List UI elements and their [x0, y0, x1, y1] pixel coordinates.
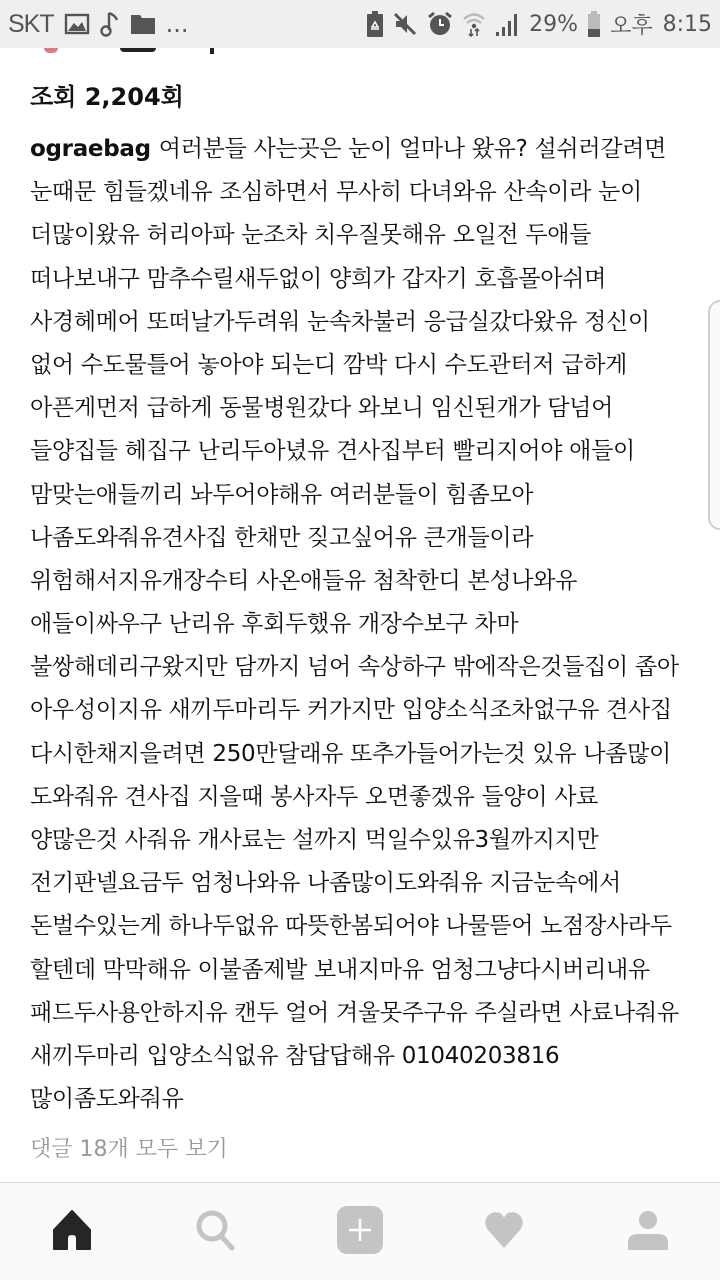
caption-line: ograebag 여러분들 사는곳은 눈이 얼마나 왔유? 설쉬러갈려면: [30, 136, 667, 162]
caption-line: 아우성이지유 새끼두마리두 커가지만 입양소식조차없구유 견사집: [30, 697, 672, 724]
caption-line: 애들이싸우구 난리유 후회두했유 개장수보구 차마: [30, 611, 519, 638]
nav-activity[interactable]: [464, 1192, 544, 1272]
caption-line: 맘맞는애들끼리 놔두어야해유 여러분들이 힘좀모아: [30, 481, 534, 508]
caption-line: 떠나보내구 맘추수릴새두없이 양희가 갑자기 호흡몰아쉬며: [30, 265, 606, 292]
battery-icon: [588, 11, 600, 37]
nav-profile[interactable]: [608, 1192, 688, 1272]
nav-home[interactable]: [32, 1192, 112, 1272]
view-count: 조회 2,204회: [30, 83, 184, 111]
bottom-nav: [0, 1182, 720, 1280]
caption-line: 눈때문 힘들겠네유 조심하면서 무사히 다녀와유 산속이라 눈이: [30, 179, 642, 206]
view-all-comments-link[interactable]: 댓글 18개 모두 보기: [30, 1137, 228, 1162]
heart-icon: [482, 1208, 526, 1256]
caption-line: 할텐데 막막해유 이불좀제발 보내지마유 엄청그냥다시버리내유: [30, 956, 650, 983]
caption-username[interactable]: ograebag: [30, 136, 151, 162]
folder-icon: [130, 12, 156, 36]
image-icon: [64, 12, 90, 36]
music-note-icon: [100, 10, 120, 38]
caption-line: 패드두사용안하지유 캔두 얼어 겨울못주구유 주실라면 사료나줘유: [30, 999, 679, 1026]
nav-search[interactable]: [176, 1192, 256, 1272]
caption-line: 없어 수도물틀어 놓아야 되는디 깜박 다시 수도관터저 급하게: [30, 351, 628, 378]
caption-line: 위험해서지유개장수티 사온애들유 첨착한디 본성나와유: [30, 567, 578, 594]
caption-line: 아픈게먼저 급하게 동물병원갔다 와보니 임신된개가 담넘어: [30, 395, 614, 422]
caption-line: 양많은것 사줘유 개사료는 설까지 먹일수있유3월까지지만: [30, 827, 599, 853]
post-author-name[interactable]: [120, 48, 156, 52]
battery-saver-icon: [367, 11, 383, 37]
wifi-icon: [463, 11, 485, 37]
more-notifications: ...: [165, 10, 189, 38]
caption-line: 도와줘유 견사집 지을때 봉사자두 오면좋겠유 들양이 사료: [30, 783, 599, 810]
edge-panel-handle[interactable]: [708, 300, 720, 530]
caption-line: 사경헤메어 또떠날가두려워 눈속차불러 응급실갔다왔유 정신이: [30, 308, 650, 335]
post-content: [30, 60, 700, 1121]
caption-line: 더많이왔유 허리아파 눈조차 치우질못해유 오일전 두애들: [30, 222, 592, 249]
caption-line: 많이좀도와줘유: [30, 1086, 184, 1113]
carrier-label: SKT: [8, 9, 54, 38]
signal-icon: [495, 11, 519, 37]
caption-line: 다시한채지을려면 250만달래유 또추가들어가는것 있유 나좀많이: [30, 740, 671, 767]
battery-percent: 29%: [529, 11, 579, 37]
caption-line: 전기판넬요금두 엄청나와유 나좀많이도와줘유 지금눈속에서: [30, 870, 621, 897]
ampm-label: 오후: [610, 13, 653, 39]
clock: 8:15: [662, 11, 712, 37]
status-bar-left: [8, 10, 189, 39]
nav-add-post[interactable]: [320, 1192, 400, 1272]
post-header-remnant: [0, 48, 720, 60]
status-bar-right: [367, 9, 712, 40]
profile-icon: [626, 1208, 670, 1256]
avatar[interactable]: [44, 48, 58, 53]
caption-line: 불쌍해데리구왔지만 담까지 넘어 속상하구 밖에작은것들집이 좁아: [30, 654, 679, 681]
add-post-icon: [336, 1205, 384, 1259]
status-bar: [0, 0, 720, 48]
more-options-icon[interactable]: [210, 48, 214, 54]
caption-line: 돈벌수있는게 하나두없유 따뜻한봄되어야 나물뜯어 노점장사라두: [30, 913, 672, 940]
post-caption: [30, 128, 700, 1121]
caption-line: 나좀도와줘유견사집 한채만 짖고싶어유 큰개들이라: [30, 524, 534, 551]
mute-icon: [393, 12, 417, 36]
search-icon: [194, 1208, 238, 1256]
alarm-icon: [427, 11, 453, 37]
caption-line: 들양집들 헤집구 난리두아녔유 견사집부터 빨리지어야 애들이: [30, 438, 635, 465]
home-icon: [50, 1208, 94, 1256]
caption-line: 새끼두마리 입양소식없유 참답답해유 01040203816: [30, 1042, 560, 1069]
